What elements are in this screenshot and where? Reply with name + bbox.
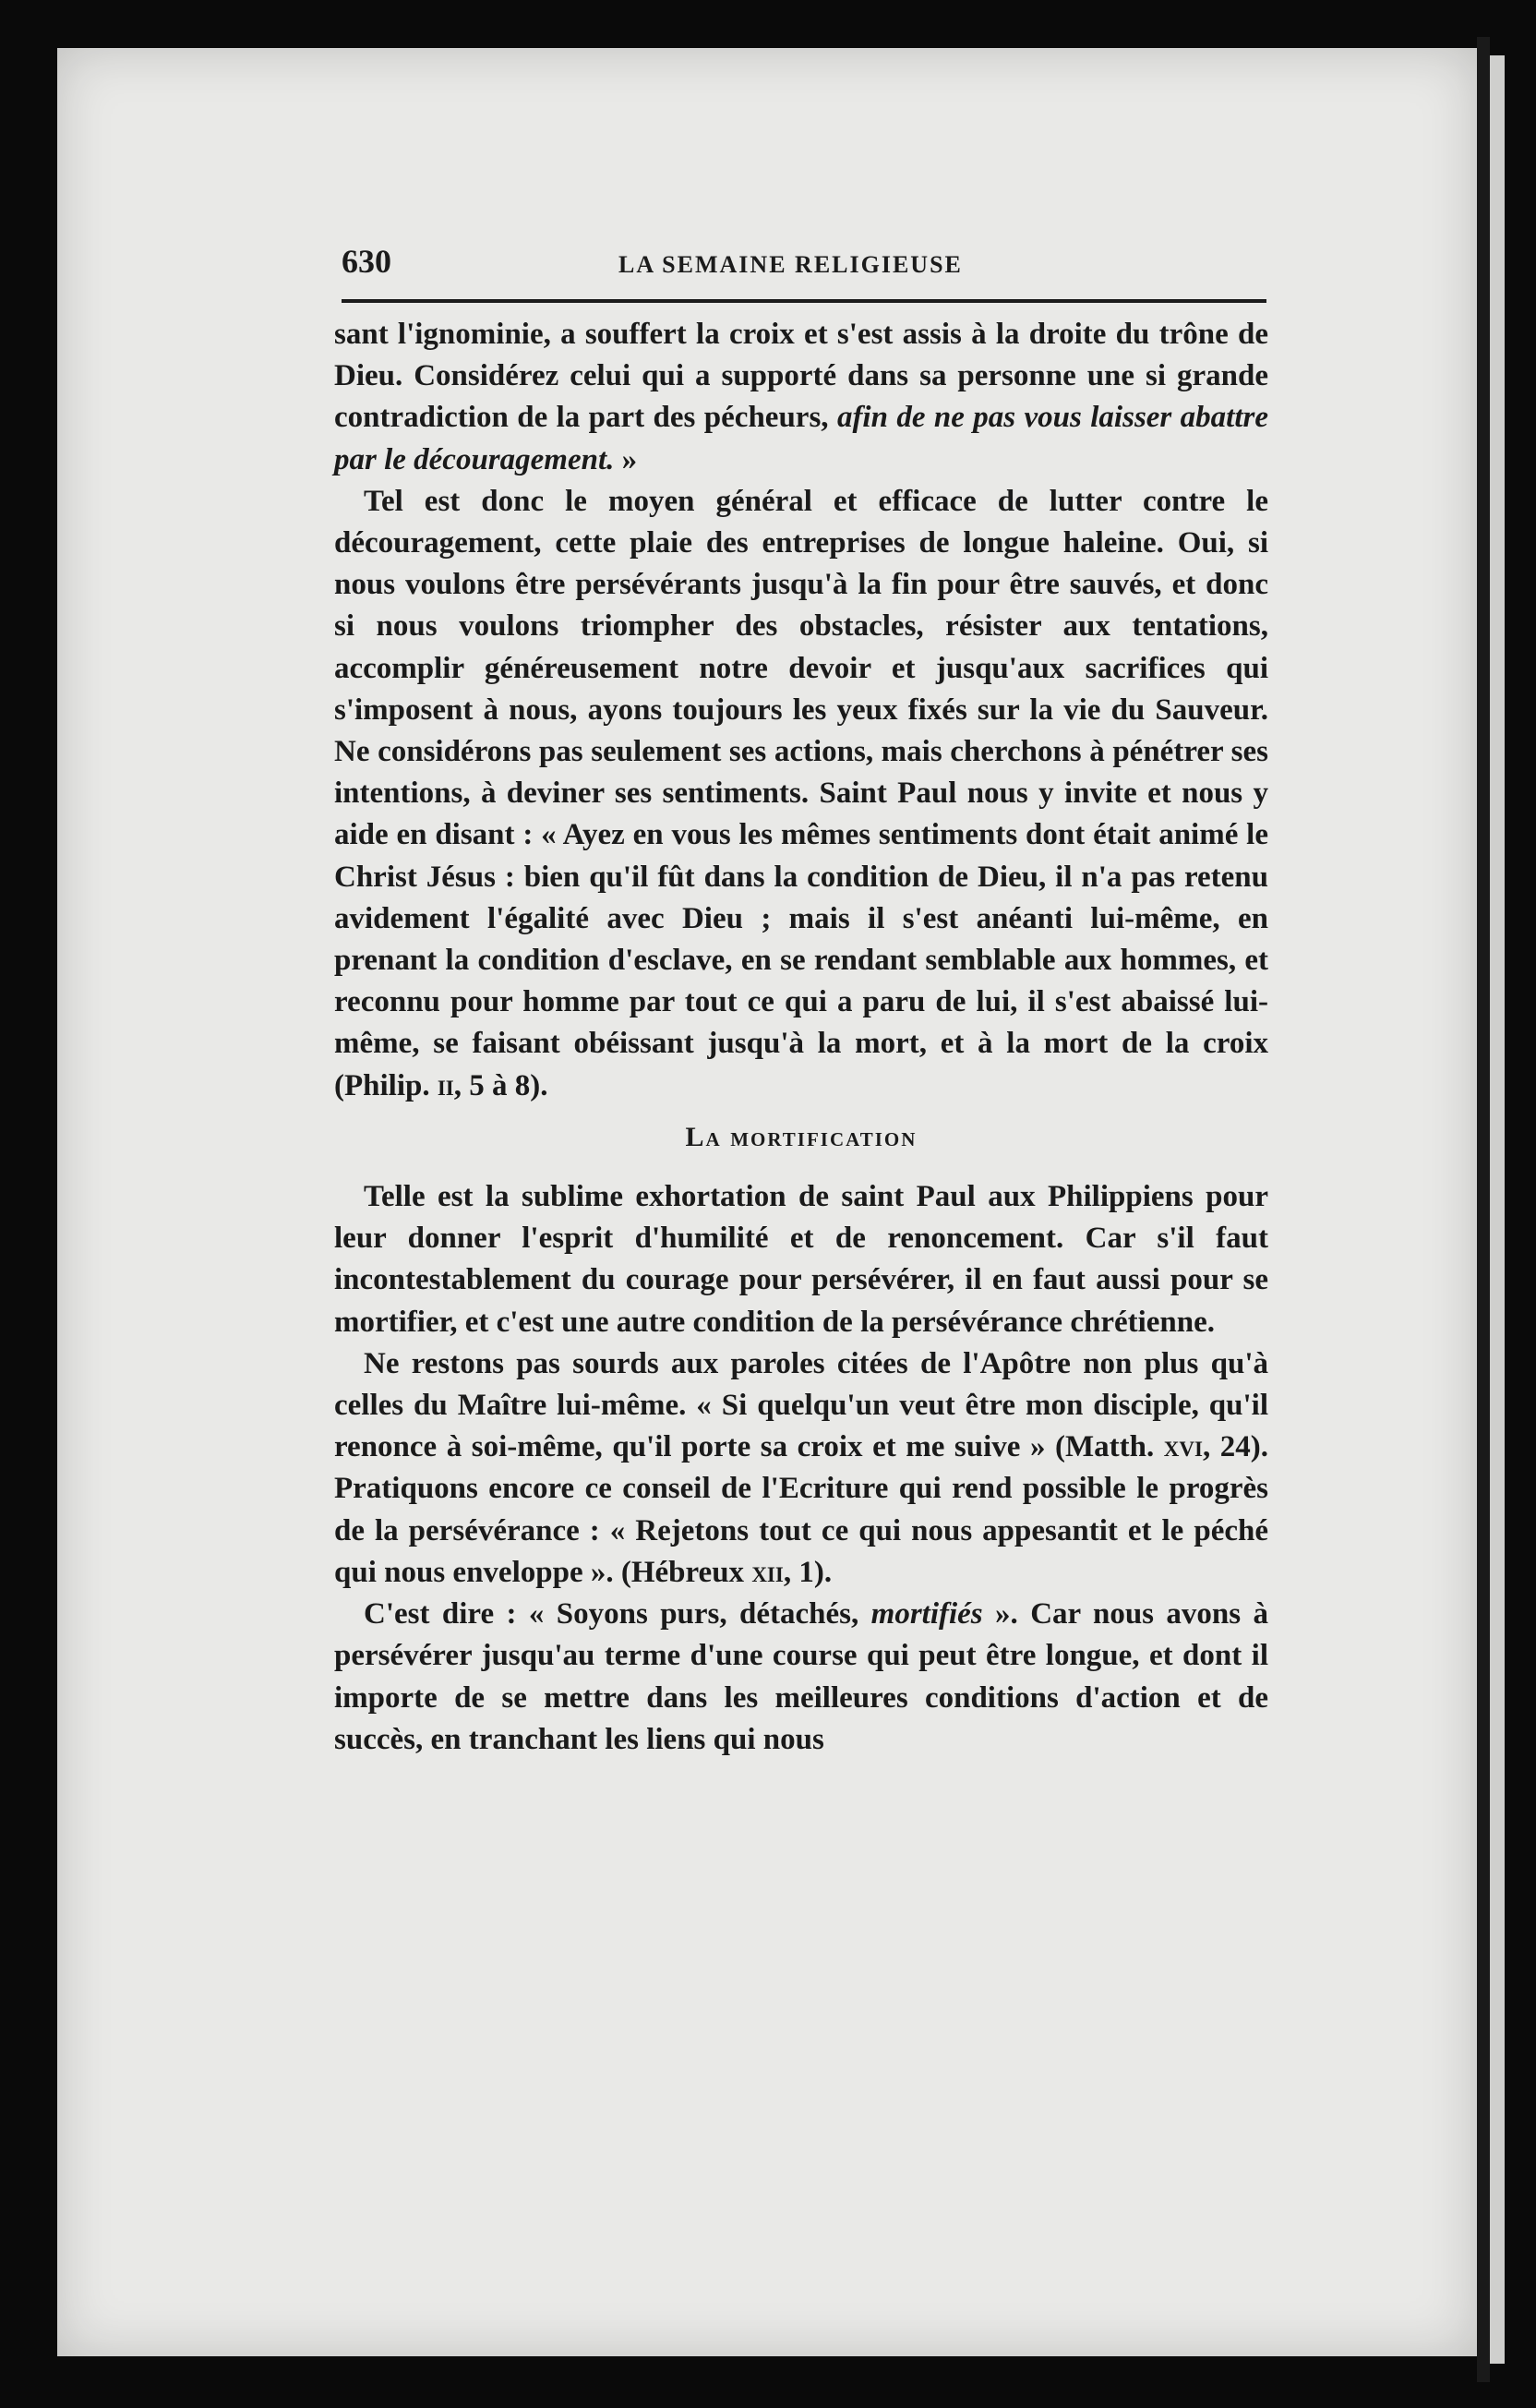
paragraph-5 — [334, 1594, 1268, 1761]
paragraph-2-ref: ii — [437, 1068, 454, 1102]
paragraph-1-end: » — [614, 442, 638, 476]
paragraph-4-text-b: , 24). Pratiquons encore ce conseil de l'Ecriture qui rend possible le progrès de la persévérance : « Rejetons tout ce qui nous appesantit et le péché qui nous enveloppe ». (Hébreux — [334, 1430, 1269, 1589]
paragraph-4-end: , 1). — [783, 1555, 833, 1589]
paragraph-1-text: sant l'ignominie, a souffert la croix et s'est assis à la droite du trône de Dieu. Considérez celui qui a supporté dans sa personne une si grande contradiction de la part des pécheurs, — [334, 318, 1268, 435]
paragraph-4-ref-1: xvi — [1163, 1430, 1203, 1464]
running-title: LA SEMAINE RELIGIEUSE — [618, 251, 963, 278]
text-body — [334, 314, 1268, 1761]
paragraph-3: Telle est la sublime exhortation de saint Paul aux Philippiens pour leur donner l'esprit d'humilité et de renoncement. Car s'il faut incontestablement du courage pour persévérer, il en faut aussi pour se mortifier, et c'est une autre condition de la persévérance chrétienne. — [334, 1180, 1268, 1339]
header-rule — [342, 299, 1266, 303]
paragraph-5-text-b: ». Car nous avons à persévérer jusqu'au terme d'une course qui peut être longue, et dont il importe de se mettre dans les meilleures conditions d'action et de succès, en tranchant les liens qui nous — [334, 1597, 1268, 1756]
paragraph-5-text-a: C'est dire : « Soyons purs, détachés, — [364, 1597, 871, 1631]
paragraph-2 — [334, 481, 1268, 1107]
paragraph-5-italic: mortifiés — [870, 1597, 983, 1631]
paragraph-4-ref-2: xii — [751, 1555, 784, 1589]
section-heading: La mortification — [685, 1121, 918, 1152]
paragraph-1 — [334, 314, 1268, 481]
paragraph-2-text: Tel est donc le moyen général et efficace de lutter contre le découragement, cette plaie des entreprises de longue haleine. Oui, si nous voulons être persévérants jusqu'à la fin pour être sauvés, et donc si nous voulons triompher des obstacles, résister aux tentations, accomplir généreusement notre devoir et jusqu'aux sacrifices qui s'imposent à nous, ayons toujours les yeux fixés sur la vie du Sauveur. Ne considérons pas seulement ses actions, mais cherchons à pénétrer ses intentions, à deviner ses sentiments. Saint Paul nous y invite et nous y aide en disant : « Ayez en vous les mêmes sentiments dont était animé le Christ Jésus : bien qu'il fût dans la condition de Dieu, il n'a pas retenu avidement l'égalité avec Dieu ; mais il s'est anéanti lui-même, en prenant la condition d'esclave, en se rendant semblable aux hommes, et reconnu pour homme par tout ce qui a paru de lui, il s'est abaissé lui-même, se faisant obéissant jusqu'à la mort, et à la mort de la croix (Philip. — [334, 484, 1268, 1102]
paragraph-2-end: , 5 à 8). — [453, 1068, 548, 1102]
page-edge-shadow — [1477, 37, 1490, 2382]
page-number: 630 — [342, 243, 391, 280]
running-head — [342, 242, 1283, 297]
paragraph-4-text-a: Ne restons pas sourds aux paroles citées de l'Apôtre non plus qu'à celles du Maître lui-même. « Si quelqu'un veut être mon disciple, qu'il renonce à soi-même, qu'il porte sa croix et me suive » (Matth. — [334, 1346, 1268, 1464]
next-page-edge — [1490, 55, 1505, 2364]
paragraph-1-italic: afin de ne pas vous laisser abattre par le découragement. — [334, 401, 1268, 476]
paragraph-4 — [334, 1343, 1268, 1594]
